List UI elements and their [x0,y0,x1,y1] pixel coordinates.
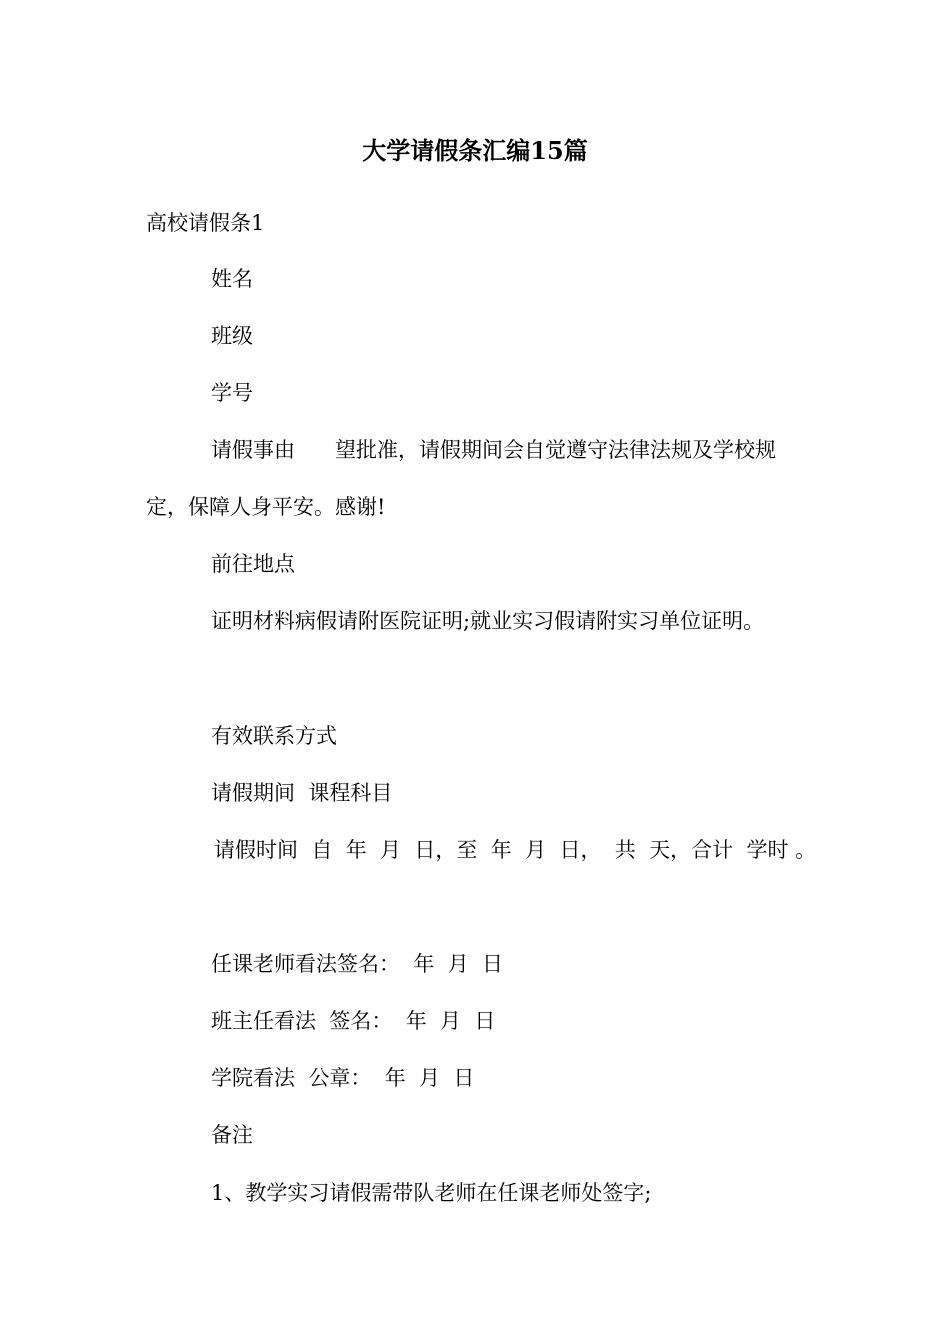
section-heading: 高校请假条1 [146,211,265,235]
field-contact: 有效联系方式 [211,724,337,748]
field-destination: 前往地点 [211,552,295,576]
teacher-opinion: 任课老师看法签名： 年 月 日 [211,952,504,976]
field-class: 班级 [211,324,253,348]
field-time: 请假时间 自 年 月 日，至 年 月 日， 共 天，合计 学时 。 [214,838,817,862]
field-reason-line2: 定，保障人身平安。感谢! [146,495,386,519]
document-title: 大学请假条汇编15篇 [362,136,588,165]
field-name: 姓名 [211,267,253,291]
remark-item-1: 1、教学实习请假需带队老师在任课老师处签字; [211,1181,652,1205]
field-proof: 证明材料病假请附医院证明;就业实习假请附实习单位证明。 [211,609,765,633]
field-courses: 请假期间 课程科目 [211,781,393,805]
field-reason-line1: 请假事由 望批准，请假期间会自觉遵守法律法规及学校规 [211,438,777,462]
field-student-id: 学号 [211,381,253,405]
remarks-heading: 备注 [211,1123,253,1147]
head-teacher-opinion: 班主任看法 签名： 年 月 日 [211,1009,496,1033]
college-opinion: 学院看法 公章： 年 月 日 [211,1066,475,1090]
